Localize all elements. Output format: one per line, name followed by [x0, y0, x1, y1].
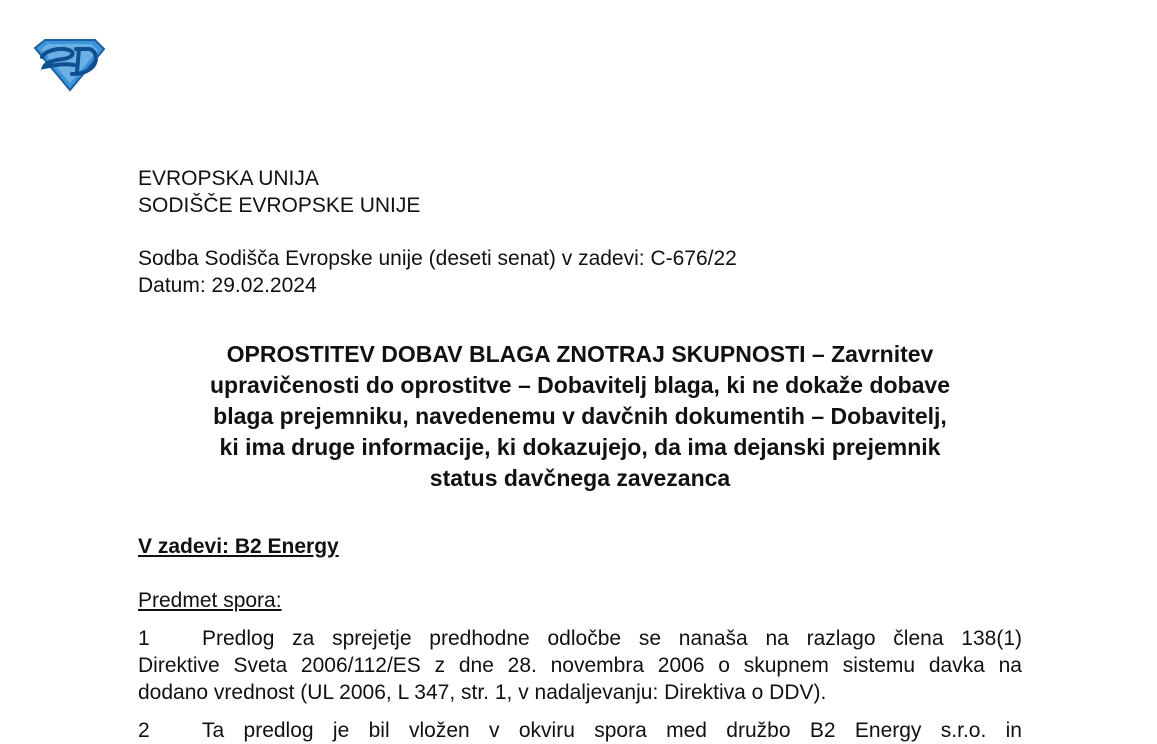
paragraph-number: 1 [138, 627, 150, 650]
court-logo [33, 38, 105, 92]
paragraph-line-text: Predlog za sprejetje predhodne odločbe se nanaša na razlago člena 138(1) [202, 627, 1022, 650]
title-line: blaga prejemniku, navedenemu v davčnih dokumentih – Dobavitelj, [213, 403, 947, 429]
title-line: status davčnega zavezanca [429, 465, 731, 491]
case-date: Datum: 29.02.2024 [138, 274, 317, 297]
paragraph-line-text: Ta predlog je bil vložen v okviru spora med družbo B2 Energy s.r.o. in [202, 719, 1022, 742]
paragraph-line [138, 625, 1022, 652]
paragraph-1 [138, 625, 1022, 706]
title-line: OPROSTITEV DOBAV BLAGA ZNOTRAJ SKUPNOSTI – Zavrnitev [226, 341, 934, 367]
paragraph-2 [138, 717, 1022, 744]
header-line-2: SODIŠČE EVROPSKE UNIJE [138, 194, 421, 217]
title-line: ki ima druge informacije, ki dokazujejo, da ima dejanski prejemnik [219, 434, 941, 460]
paragraph-line: Direktive Sveta 2006/112/ES z dne 28. novembra 2006 o skupnem sistemu davka na [138, 654, 1022, 677]
header-line-1: EVROPSKA UNIJA [138, 167, 319, 190]
paragraph-line [138, 717, 1022, 744]
title-line: upravičenosti do oprostitve – Dobavitelj blaga, ki ne dokaže dobave [209, 372, 951, 398]
case-name: V zadevi: B2 Energy [138, 535, 339, 558]
paragraph-number: 2 [138, 719, 150, 742]
judgment-title [138, 339, 1022, 494]
case-reference: Sodba Sodišča Evropske unije (deseti senat) v zadevi: C-676/22 [138, 247, 737, 270]
paragraph-line: dodano vrednost (UL 2006, L 347, str. 1, v nadaljevanju: Direktiva o DDV). [138, 681, 827, 704]
subject-label: Predmet spora: [138, 589, 282, 612]
